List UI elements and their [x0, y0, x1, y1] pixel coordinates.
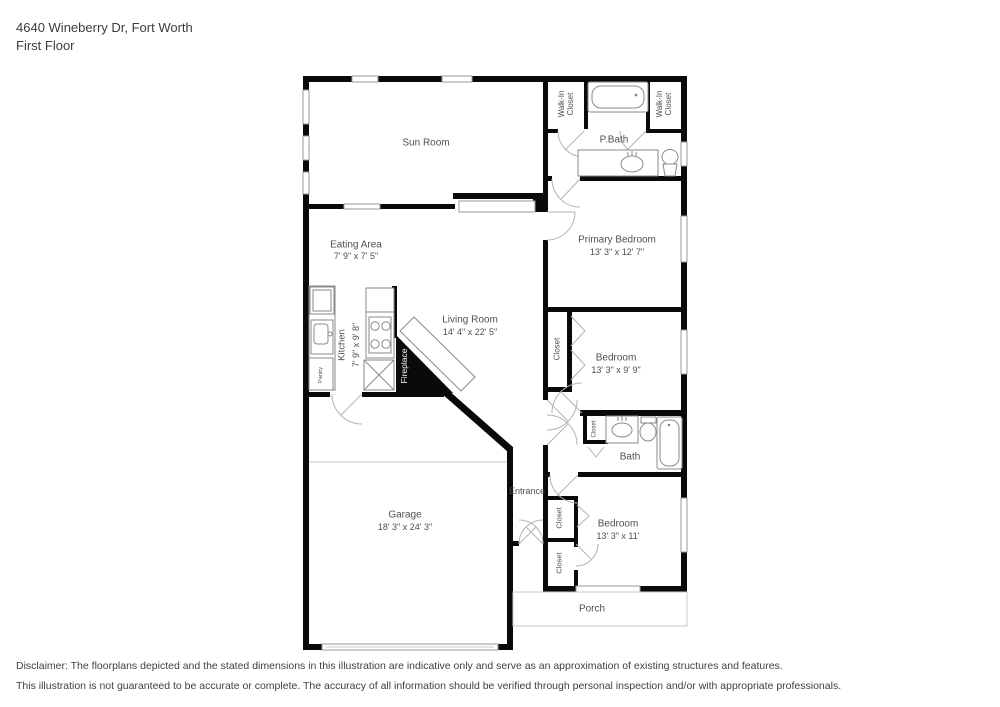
label-living-room: Living Room: [442, 314, 498, 326]
label-bath-closet: Closet: [591, 420, 598, 438]
address-title: 4640 Wineberry Dr, Fort Worth: [16, 20, 193, 35]
label-bedroom-middle: Bedroom: [595, 352, 637, 364]
label-primary-bedroom: Primary Bedroom: [578, 234, 656, 246]
label-entrance: Entrance: [508, 486, 546, 497]
label-porch: Porch: [578, 603, 606, 615]
floor-title: First Floor: [16, 38, 75, 53]
label-bedroom-middle-dims: 13' 3" x 9' 9": [591, 365, 641, 376]
label-primary-bedroom-dims: 13' 3" x 12' 7": [589, 247, 645, 258]
label-garage-dims: 18' 3" x 24' 3": [377, 522, 433, 533]
label-kitchen-dims: 7' 9" x 9' 8": [350, 322, 361, 368]
label-fireplace: Fireplace: [399, 348, 410, 384]
label-walk-in-closet-left: Walk-In Closet: [556, 90, 575, 118]
label-kitchen: Kitchen: [336, 329, 348, 361]
pbath-toilet: [662, 150, 678, 177]
label-sun-room: Sun Room: [402, 137, 450, 149]
label-pantry: Pantry: [317, 367, 324, 383]
label-closet-bottom-2: Closet: [554, 552, 564, 574]
bath-toilet: [640, 417, 656, 441]
label-living-room-dims: 14' 4" x 22' 5": [442, 327, 498, 338]
disclaimer-line-1: Disclaimer: The floorplans depicted and the stated dimensions in this illustration are indicative only and serve as an approximation of existing structures and features.: [16, 660, 783, 672]
label-bath: Bath: [619, 451, 641, 463]
label-closet-middle: Closet: [552, 337, 562, 361]
island-cabinet: [364, 360, 394, 390]
label-eating-area: Eating Area: [330, 239, 382, 251]
label-walk-in-closet-right: Walk-In Closet: [654, 90, 673, 118]
bath-tub: [657, 417, 682, 469]
stove: [366, 288, 394, 358]
bath-vanity-sink: [606, 416, 638, 443]
label-bedroom-bottom: Bedroom: [597, 518, 639, 530]
label-pbath: P.Bath: [599, 134, 629, 146]
disclaimer-line-2: This illustration is not guaranteed to be accurate or complete. The accuracy of all information should be verified through personal inspection and/or with appropriate professionals.: [16, 680, 842, 692]
pbath-tub: [588, 82, 648, 112]
label-closet-bottom-1: Closet: [554, 507, 564, 529]
pbath-vanity-sink: [578, 150, 658, 176]
label-garage: Garage: [388, 509, 422, 521]
label-bedroom-bottom-dims: 13' 3" x 11': [596, 531, 640, 542]
label-eating-area-dims: 7' 9" x 7' 5": [333, 251, 379, 262]
